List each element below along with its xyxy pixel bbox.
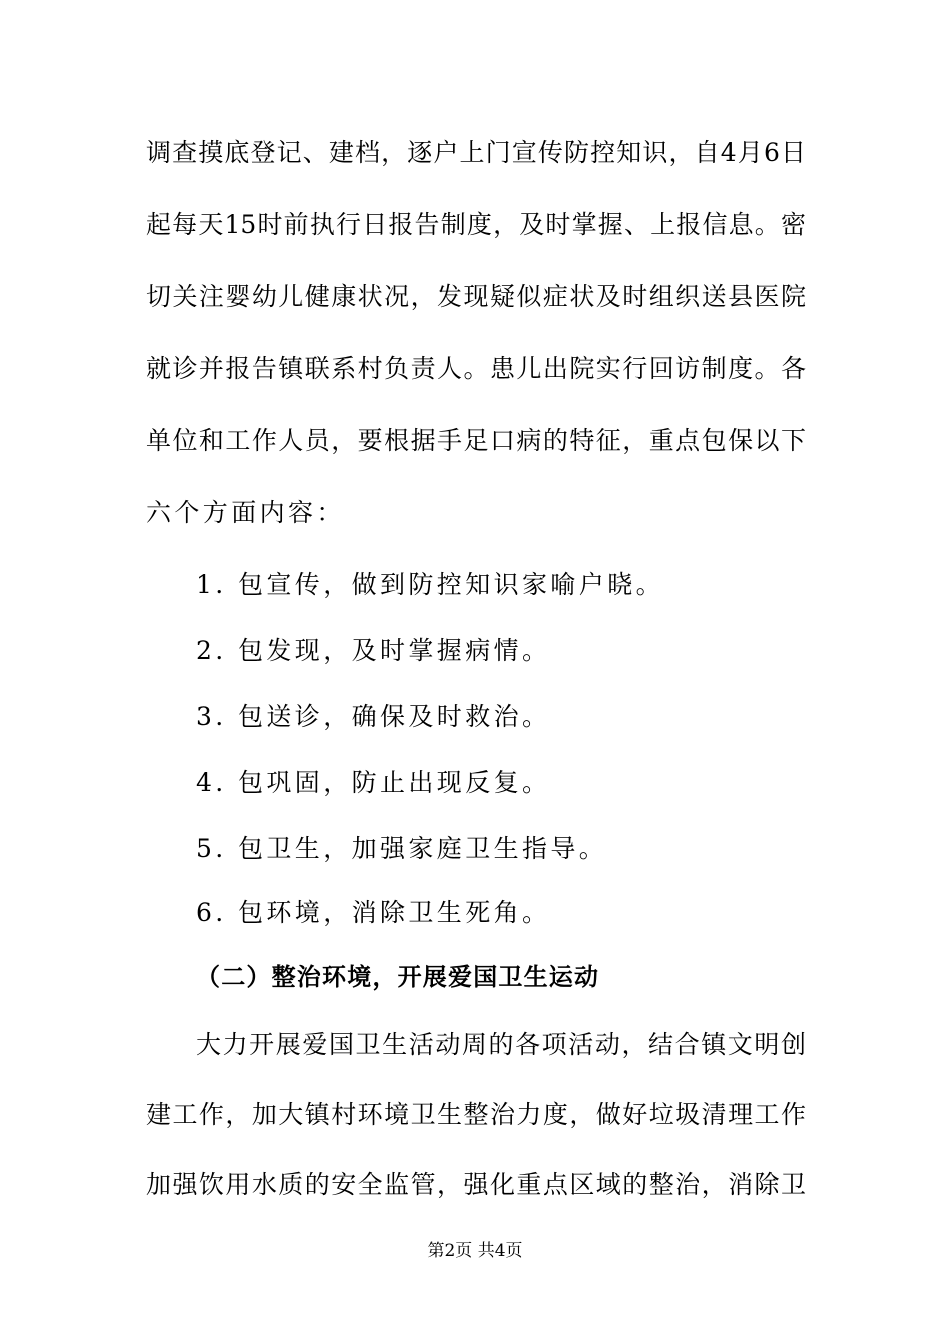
list-item: 5. 包卫生，加强家庭卫生指导。 [196,834,608,863]
list-item: 3. 包送诊，确保及时救治。 [196,702,551,731]
paragraph-line: 就诊并报告镇联系村负责人。患儿出院实行回访制度。各 [146,354,806,383]
list-item: 6. 包环境，消除卫生死角。 [196,898,551,927]
paragraph-line: 单位和工作人员，要根据手足口病的特征，重点包保以下 [146,426,806,455]
paragraph-line: 六个方面内容： [146,498,345,527]
list-item: 1. 包宣传，做到防控知识家喻户晓。 [196,570,665,599]
paragraph-line: 大力开展爱国卫生活动周的各项活动，结合镇文明创 [196,1030,806,1059]
paragraph-line: 起每天15时前执行日报告制度，及时掌握、上报信息。密 [146,210,806,239]
paragraph-line: 建工作，加大镇村环境卫生整治力度，做好垃圾清理工作 [146,1100,806,1129]
list-item: 2. 包发现，及时掌握病情。 [196,636,551,665]
list-item: 4. 包巩固，防止出现反复。 [196,768,551,797]
page-footer: 第2页 共4页 [427,1241,523,1261]
paragraph-line: 加强饮用水质的安全监管，强化重点区域的整治，消除卫 [146,1170,806,1199]
paragraph-line: 调查摸底登记、建档，逐户上门宣传防控知识，自4月6日 [146,138,806,167]
section-heading: （二）整治环境，开展爱国卫生运动 [196,963,600,991]
paragraph-line: 切关注婴幼儿健康状况，发现疑似症状及时组织送县医院 [146,282,806,311]
